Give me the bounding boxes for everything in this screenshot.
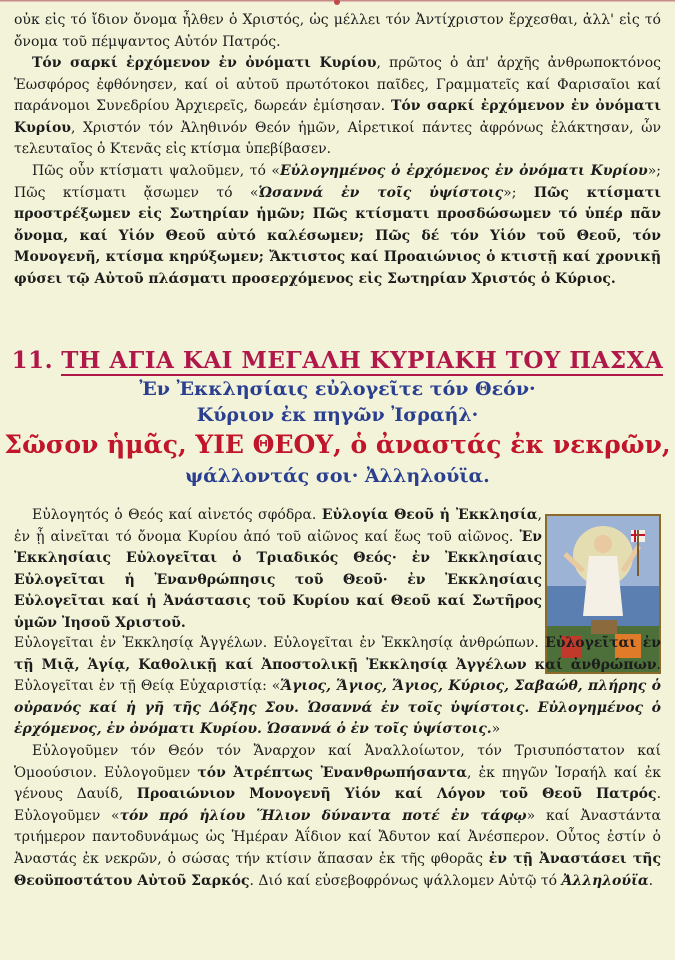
bold-span: Προαιώνιον Μονογενῆ Υἱόν καί Λόγον τοῦ Θεοῦ Πατρός (136, 786, 657, 803)
text-span: . (648, 872, 654, 889)
bold-italic-span: Ὡσαννά ἐν τοῖς ὑψίστοις (258, 184, 504, 201)
paragraph-5-full (14, 633, 661, 741)
text-span: Εὐλογεῖται ἐν Ἐκκλησίᾳ Ἀγγέλων. Εὐλογεῖται ἐν Ἐκκλησίᾳ ἀνθρώπων. (14, 635, 546, 651)
hymn-line-1: Ἐν Ἐκκλησίαις εὐλογεῖτε τόν Θεόν· (139, 378, 536, 400)
section-title: ΤΗ ΑΓΙΑ ΚΑΙ ΜΕΓΑΛΗ ΚΥΡΙΑΚΗ ΤΟΥ ΠΑΣΧΑ (61, 347, 664, 374)
text-span: οὐκ εἰς τό ἴδιον ὄνομα ἦλθεν ὁ Χριστός, ὡς μέλλει τόν Ἀντίχριστον ἔρχεσθαι, ἀλλ' εἰς τό ὄνομα τοῦ πέμψαντος Αὐτόν Πατρός. (14, 12, 661, 50)
text-span: »; (503, 184, 534, 201)
paragraph-3 (14, 161, 661, 291)
bold-italic-span: τόν πρό ἡλίου Ἥλιον δύναντα ποτέ ἐν τάφῳ (119, 807, 527, 824)
bold-italic-span: Ἀλληλούϊα (561, 872, 649, 889)
main-text (14, 505, 661, 635)
text-span: Εὐλογοῦμεν τόν Θεόν τόν Ἄναρχον καί Ἀναλλοίωτον, τόν Τρισυπόστατον καί Ὁμοούσιον. Εὐλογοῦμεν (14, 742, 661, 781)
paragraph-2 (14, 53, 661, 161)
text-span: . Εὐλογοῦμεν « (14, 786, 662, 824)
text-span: »; Πῶς κτίσματι ᾄσωμεν τό « (14, 163, 661, 201)
hymn-line-3: Σῶσον ἡμᾶς, ΥΙΕ ΘΕΟΥ, ὁ ἀναστάς ἐκ νεκρῶν, (4, 430, 671, 459)
section-number: 11. (11, 347, 54, 374)
text-span: , Χριστόν τόν Ἀληθινόν Θεόν ἡμῶν, Αἱρετικοί πάντες ἀφρόνως ἐλάκτησαν, ὧν τελευταῖος ὁ Κτενᾶς εἰς κτίσμα ὑπεβίβασεν. (14, 119, 661, 158)
bold-italic-span: Ἅγιος, Ἅγιος, Ἅγιος, Κύριος, Σαβαώθ, πλήρης ὁ οὐρανός καί ἡ γῆ τῆς Δόξης Σου. Ὡσαννά ἐν τοῖς ὑψίστοις. Εὐλογημένος ὁ ἐρχόμενος, ἐν ὀνόματι Κυρίου. Ὡσαννά ὁ ἐν τοῖς ὑψίστοις. (14, 678, 662, 738)
text-span: » καί Ἀναστάντα τριήμερον παντοδυνάμως ὡς Ἡμέραν Ἀΐδιον καί Ἄδυτον καί Ἀνέσπερον. Οὗτος ἐστίν ὁ Ἀναστάς ἐκ νεκρῶν, ὁ σώσας τήν κτίσιν ἅπασαν ἐκ τῆς φθορᾶς (14, 807, 661, 867)
text-span: . Εὐλογεῖται ἐν τῇ Θείᾳ Εὐχαριστίᾳ: « (14, 656, 661, 695)
bold-span: ἐν τῇ Ἀναστάσει τῆς Θεοϋποστάτου Αὐτοῦ Σαρκός (14, 850, 662, 889)
text-span: Εὐλογητός ὁ Θεός καί αἰνετός σφόδρα. (32, 507, 322, 523)
bold-span: Τόν σαρκί ἐρχόμενον ἐν ὀνόματι Κυρίου (14, 98, 661, 136)
text-span: , πρῶτος ὁ ἀπ' ἀρχῆς ἀνθρωποκτόνος Ἑωσφόρος ἐφθόνησεν, καί οἱ αὐτοῦ πρωτότοκοι παῖδες, Γραμματεῖς καί Φαρισαῖοι καί παράνομοι Συνεδρίου Ἀρχιερεῖς, δωρεάν ἐμίσησαν. (14, 55, 661, 115)
paragraph-4 (14, 505, 542, 635)
text-span: , ἐκ πηγῶν Ἰσραήλ καί ἐκ γένους Δαυίδ, (14, 764, 661, 803)
main-text-continued (14, 633, 661, 892)
bold-span: Πῶς κτίσματι προστρέξωμεν εἰς Σωτηρίαν ἡμῶν; Πῶς κτίσματι προσδώσωμεν τό ὑπέρ πᾶν ὄνομα, καί Υἱόν Θεοῦ αὐτό καλέσωμεν; Πῶς δέ τόν Υἱόν τοῦ Θεοῦ, τόν Μονογενῆ, κτίσμα κηρύξωμεν; Ἄκτιστος καί Προαιώνιος ὁ κτιστῇ καί χρονικῇ φύσει τῷ Αὐτοῦ πλάσματι προσερχόμενος εἰς Σωτηρίαν Χριστός ὁ Κύριος. (14, 184, 661, 287)
text-span: , ἐν ᾗ αἰνεῖται τό ὄνομα Κυρίου ἀπό τοῦ αἰῶνος καί ἕως τοῦ αἰῶνος. (14, 507, 542, 545)
bold-span: Τόν σαρκί ἐρχόμενον ἐν ὀνόματι Κυρίου (32, 55, 377, 71)
bold-span: Ἐν Ἐκκλησίαις Εὐλογεῖται ὁ Τριαδικός Θεός· ἐν Ἐκκλησίαις Εὐλογεῖται ἡ Ἐνανθρώπησις τοῦ Θεοῦ· ἐν Ἐκκλησίαις Εὐλογεῖται καί ἡ Ἀνάστασις τοῦ Κυρίου καί Θεοῦ καί Σωτῆρος ὑμῶν Ἰησοῦ Χριστοῦ. (14, 528, 542, 631)
paragraph-6 (14, 741, 661, 892)
bold-span: Εὐλογεῖται ἐν τῇ Μιᾷ, Ἁγίᾳ, Καθολικῇ καί Ἀποστολικῇ Ἐκκλησίᾳ Ἀγγέλων καί ἀνθρώπων (14, 635, 661, 673)
text-span: Πῶς οὖν κτίσματι ψαλοῦμεν, τό « (32, 163, 280, 179)
text-span: . Διό καί εὐσεβοφρόνως ψάλλομεν Αὐτῷ τό (249, 872, 562, 889)
bold-span: τόν Ἀτρέπτως Ἐνανθρωπήσαντα (197, 764, 468, 781)
section-heading (0, 346, 675, 490)
bold-span: Εὐλογία Θεοῦ ἡ Ἐκκλησία (321, 507, 538, 523)
paragraph-intro (14, 10, 661, 53)
top-ornament (0, 0, 675, 8)
hymn-line-2: Κύριον ἐκ πηγῶν Ἰσραήλ· (196, 404, 479, 426)
text-span: » (491, 721, 501, 738)
bold-italic-span: Εὐλογημένος ὁ ἐρχόμενος ἐν ὀνόματι Κυρίου (279, 163, 648, 179)
hymn-line-4: ψάλλοντάς σοι· Ἀλληλούϊα. (185, 465, 490, 487)
